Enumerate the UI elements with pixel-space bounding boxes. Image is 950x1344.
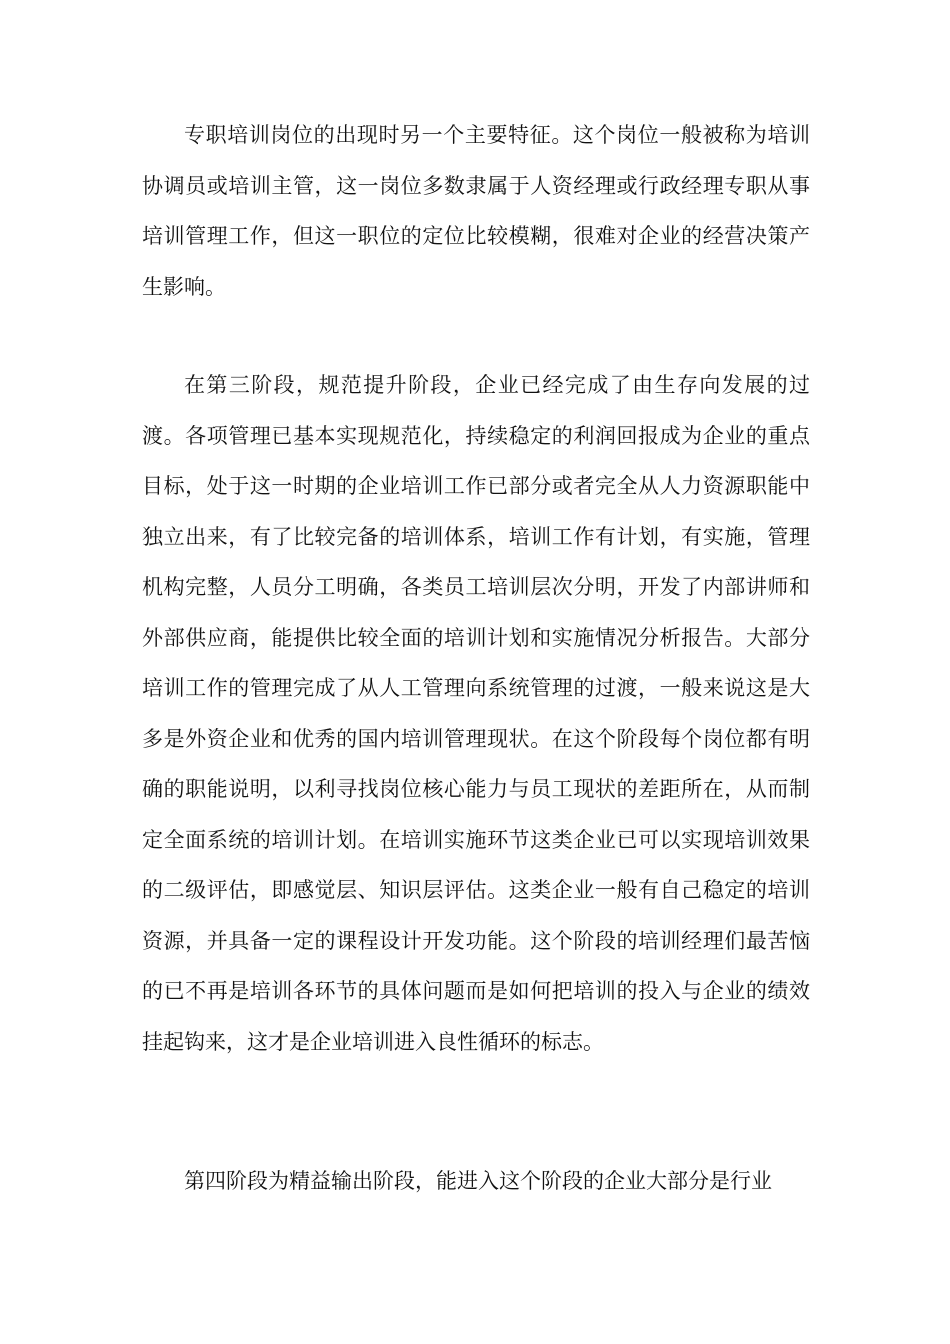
paragraph-block-1 <box>142 110 810 312</box>
paragraph-text-3: 第四阶段为精益输出阶段，能进入这个阶段的企业大部分是行业 <box>184 1169 772 1193</box>
paragraph-text-2: 在第三阶段，规范提升阶段，企业已经完成了由生存向发展的过渡。各项管理已基本实现规范化，持续稳定的利润回报成为企业的重点目标，处于这一时期的企业培训工作已部分或者完全从人力资源职能中独立出来，有了比较完备的培训体系，培训工作有计划，有实施，管理机构完整，人员分工明确，各类员工培训层次分明，开发了内部讲师和外部供应商，能提供比较全面的培训计划和实施情况分析报告。大部分培训工作的管理完成了从人工管理向系统管理的过渡，一般来说这是大多是外资企业和优秀的国内培训管理现状。在这个阶段每个岗位都有明确的职能说明，以利寻找岗位核心能力与员工现状的差距所在，从而制定全面系统的培训计划。在培训实施环节这类企业已可以实现培训效果的二级评估，即感觉层、知识层评估。这类企业一般有自己稳定的培训资源，并具备一定的课程设计开发功能。这个阶段的培训经理们最苦恼的已不再是培训各环节的具体问题而是如何把培训的投入与企业的绩效挂起钩来，这才是企业培训进入良性循环的标志。 <box>142 373 810 1054</box>
paragraph-block-3 <box>142 1156 810 1207</box>
paragraph-block-2 <box>142 360 810 1067</box>
paragraph-text-1: 专职培训岗位的出现时另一个主要特征。这个岗位一般被称为培训协调员或培训主管，这一岗位多数隶属于人资经理或行政经理专职从事培训管理工作，但这一职位的定位比较模糊，很难对企业的经营决策产生影响。 <box>142 123 810 299</box>
